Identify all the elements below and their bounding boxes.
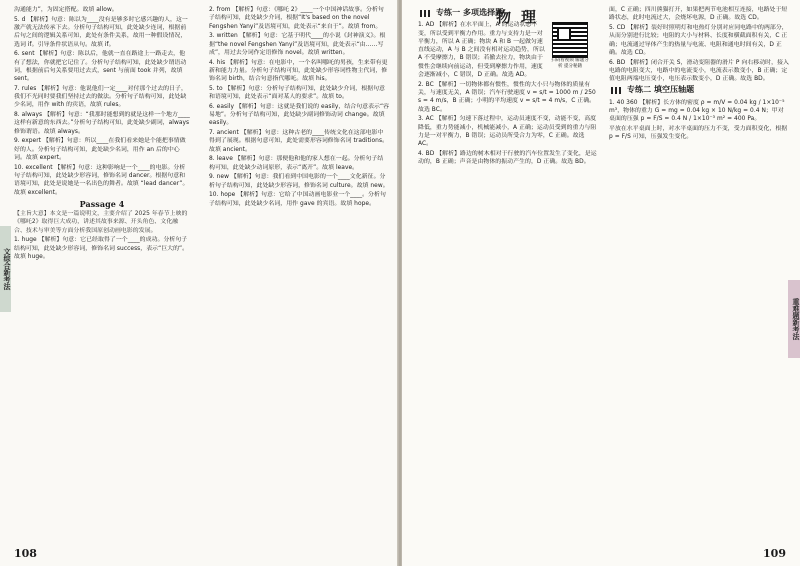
subject-title: 物理 xyxy=(496,8,547,26)
answer-item: 9. new 【解析】句意：我们看到中国电影的一个____文化新征。分析句子结构可知，此处缺少形容词，修饰名词 culture。故填 new。 xyxy=(209,174,389,189)
passage-title: Passage 4 xyxy=(79,198,125,209)
answer-item: 1. huge 【解析】句意：它已经取得了一个____的成功。分析句子结构可知，此处缺少形容词，修饰名词 success，表示“巨大的”。故填 huge。 xyxy=(14,237,189,261)
answer-item: 4. his 【解析】句意：在电影中，一个名叫哪吒的男孩，生来带有更新和能力力量。分析句子结构可知，此处缺少形容词性物主代词，修饰名词 birth，结合句意指代哪吒。故填 his。 xyxy=(209,59,388,83)
qr-caption: 扫码看视频 解题分析 提分秘籍 xyxy=(551,58,589,69)
qr-code[interactable] xyxy=(552,22,588,58)
answer-item: 3. written 【解析】句意：它基于明代____的小说《封神演义》。根据“the novel Fengshen Yanyi”及语境可知，此处表示“由……写成”，用过去分词作定语修饰 novel。故填 written。 xyxy=(209,33,386,56)
answer-item: 9. expert 【解析】句意：所以____在我们看来她是个能把事情做好的人。分析句子结构可知，此处缺少名词，用作 an 后的中心词。故填 expert。 xyxy=(14,138,186,161)
right-column-2 xyxy=(609,6,789,143)
answer-item: 7. ancient 【解析】句意：这种古老的____传统文化在这部电影中得到了展现。根据句意可知，此处需要形容词修饰名词 traditions。故填 ancient。 xyxy=(209,130,389,153)
section-heading-multiple-choice: 专练一 多项选择题 xyxy=(418,9,600,17)
right-side-tab: 重难题新考法 xyxy=(788,280,800,358)
answer-item: 沟通能力”，为固定搭配。故填 allow。 xyxy=(14,7,118,13)
answer-item: 6. easily 【解析】句意：这就是我们说的 easily，结合句意表示“容易地”。分析句子结构可知，此处缺少副词修饰动词 change。故填 easily。 xyxy=(209,103,390,127)
answer-item: 6. BD 【解析】闭合开关 S，滑动变阻器的滑片 P 向右移动时，接入电路的电阻变大，电路中的电流变小，电流表示数变小，B 正确；定值电阻两端电压变小，电压表示数变小，D 正确。故选 BD。 xyxy=(609,59,789,83)
passage-summary: 【主旨大意】本文是一篇说明文，主要介绍了 2025 年春节上映的《哪吒2》取得巨大成功，讲述其故事来源、开头角色、文化融合、技术与审美等方面分析我国原创动画电影的发展。 xyxy=(14,211,188,234)
answer-item: 平放在水平桌面上时，对水平桌面的压力不变，受力面积变化，根据 p = F/S 可知，压强发生变化。 xyxy=(609,126,788,141)
answer-item: 10. hope 【解析】句意：它给了中国动画电影业一个____。分析句子结构可知，此处缺少名词，用作 gave 的宾语。故填 hope。 xyxy=(209,192,386,207)
section-heading-fill-in: 专练二 填空压轴题 xyxy=(609,86,789,94)
answer-item: 面，C 正确；四川熊猫打开，如果把两节电池相互连接，电路处于短路状态，此时电流过大，会烧坏电源，D 正确。故选 CD。 xyxy=(609,7,788,22)
answer-item: 1. 40 360 【解析】长方体的密度 ρ = m/V = 0.04 kg / 1×10⁻⁵ m³，物体的重力 G = mg = 0.04 kg × 10 N/kg = 0.4 N；甲对桌面的压强 p = F/S = 0.4 N / 1×10⁻³ m² = 400 Pa。 xyxy=(609,99,785,123)
page-number-right: 109 xyxy=(763,547,786,560)
answer-item: 5. d 【解析】句意：陈以为____没有是够多时它感兴趣的人，这一激产就无法传承下去。分析句子结构可知，此处缺少连词，根据前后句之间的逻辑关系可知，此处有条件关系，故用一种假设情况，选词 if。引导条件状语从句。故填 if。 xyxy=(14,16,188,48)
answer-item: 10. excellent 【解析】句意：这种影响是一个____的电影。分析句子结构可知，此处缺少形容词，修饰名词 dancer。根据句意和语境可知，此处是说她是一名出色的舞者。故填 “lead dancer”。故填 excellent。 xyxy=(14,164,189,196)
answer-item: 6. sent 【解析】句意：陈以后，他就一直在路途上一路走去，他有了想法，你就把它记住了。分析句子结构可知，此处缺少谓语动词，根据前后句关系要用过去式，sent 与前面 took 并列，故填 sent。 xyxy=(14,51,187,83)
answer-item: 3. AC 【解析】匀速下落过程中，运动员速度不变，动能不变，高度降低，重力势能减小，机械能减小，A 正确；运动员受到的重力与阻力是一对平衡力，B 错误；运动员所受合力为零，C 正确。故选 AC。 xyxy=(418,116,597,148)
page-number-left: 108 xyxy=(14,547,37,560)
answer-item: 2. from 【解析】句意：《哪吒 2》____一个中国神话故事。分析句子结构可知，此处缺少介词，根据“It's based on the novel Fengshen Yanyi”及语境可知，此处表示“来自于”。故填 from。 xyxy=(209,7,384,30)
answer-item: 2. BC 【解析】一切物体都有惯性，惯性的大小只与物体的质量有关，与速度无关，A 错误；汽车行驶速度 v = s/t = 1000 m / 250 s = 4 m/s，B 正确；小明的平均速度 v = s/t = 4 m/s，C 正确。故选 BC。 xyxy=(418,81,596,113)
left-page xyxy=(0,0,398,566)
answer-item: 4. BD 【解析】路边的树木相对于行驶的汽车位置发生了变化，是运动的，B 正确；声音是由物体的振动产生的，D 正确。故选 BD。 xyxy=(418,150,597,166)
answer-item: 1. AD 【解析】在水平面上，A 的运动状态不变，所以受到平衡力作用。重力与支持力是一对平衡力，所以 A 正确；物块 A 和 B 一起做匀速直线运动，A 与 B 之间没有相对运动趋势，所以 A 不受摩擦力，B 错误；若撤去拉力，物块由于惯性会继续向前运动，但受到摩擦力作用，速度会逐渐减小，C 错误，D 正确。故选 AD。 xyxy=(418,22,545,79)
answer-item: 8. always 【解析】句意：“我那时能想到的就是这样一个地方____这样有新意的东西去。”分析句子结构可知，此处缺少副词，always 修饰谓语。故填 always。 xyxy=(14,112,190,135)
answer-item: 7. rules 【解析】句意：他说他们一定____对付那个过去的日子，我们不光同时要我们坚持过去的做法。分析句子结构可知，此处缺少名词，用作 with 的宾语，故填 rules。 xyxy=(14,85,187,109)
answer-item: 5. CD 【解析】装好时照明灯和电热灯分别对应同电路中的两部分，从而分别进行比较；电阻的大小与材料、长度和横截面积有关，C 正确；电流通过导体产生的热量与电流、电阻和通电时间有关，D 正确。故选 CD。 xyxy=(609,24,788,56)
answer-item: 5. to 【解析】句意：分析句子结构可知，此处缺少介词，根据句意和语境可知，此处表示“面对某人的要求”。故填 to。 xyxy=(209,85,385,101)
left-column-2 xyxy=(209,6,389,209)
right-page xyxy=(402,0,800,566)
answer-item: 8. leave 【解析】句意：那便他和他的家人想在一起。分析句子结构可知，此处缺少动词原形，表示“离开”。故填 leave。 xyxy=(209,156,384,171)
left-side-tab: 文综合新考法 xyxy=(0,226,11,312)
left-column-1 xyxy=(14,6,190,263)
